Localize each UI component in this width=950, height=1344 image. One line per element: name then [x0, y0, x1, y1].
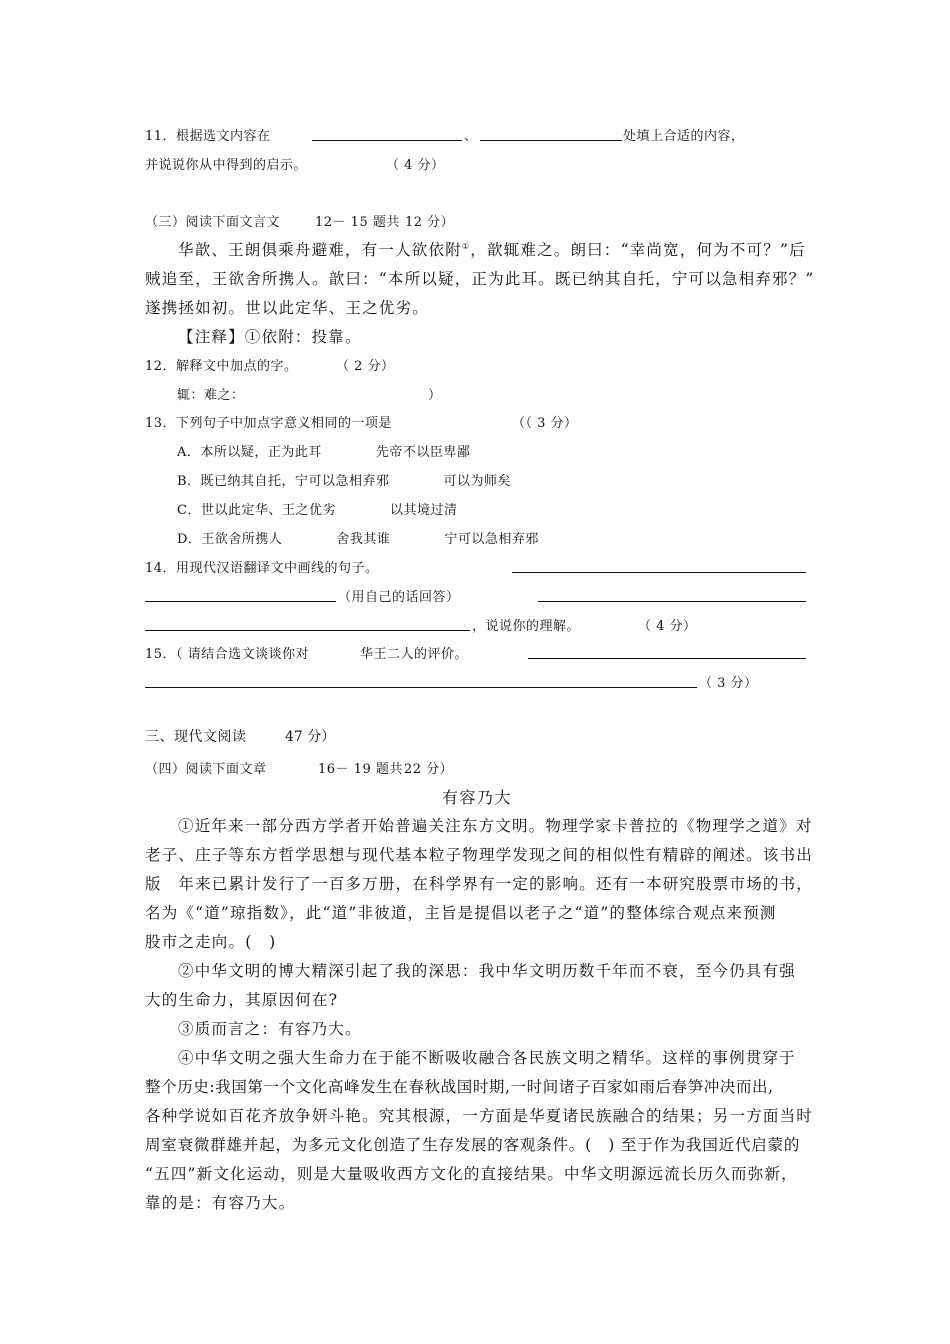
q11-score: （ 4 分） — [386, 158, 445, 173]
section3-range: 12－ 15 题共 — [315, 215, 400, 230]
section-modern-score: 47 分） — [285, 729, 336, 745]
q15-blank-1[interactable] — [528, 658, 806, 659]
article-p4-line-3: 各种学说如百花齐放争妍斗艳。究其根源，一方面是华夏诸民族融合的结果；另一方面当时 — [145, 1107, 814, 1125]
passage-line-2: 贼追至，王欲舍所携人。歆曰：“本所以疑，正为此耳。既已纳其自托，宁可以急相弃邪？” — [145, 270, 815, 288]
q13-option-c[interactable]: C．世以此定华、王之优劣 以其境过清 — [177, 503, 458, 518]
article-p1-line-1: ①近年来一部分西方学者开始普遍关注东方文明。物理学家卡普拉的《物理学之道》对 — [178, 817, 813, 835]
article-p2-line-2: 大的生命力，其原因何在? — [145, 991, 339, 1009]
passage-line-1: 华歆、王朗俱乘舟避难，有一人欲依附①，歆辄难之。朗曰：“幸尚宽，何为不可？”后 — [178, 241, 806, 259]
q12-text: 12．解释文中加点的字。 — [145, 359, 298, 374]
article-p1-line-5: 股市之走向。( ) — [145, 933, 277, 951]
q11-blank-1[interactable] — [312, 140, 462, 141]
q11-text-c: 并说说你从中得到的启示。 — [145, 158, 308, 173]
q11-text-b: 处填上合适的内容， — [623, 129, 745, 144]
section3-score: 12 分） — [405, 215, 455, 230]
q13-score: （（ 3 分） — [512, 416, 578, 431]
article-p4-line-1: ④中华文明之强大生命力在于能不断吸收融合各民族文明之精华。这样的事例贯穿于 — [178, 1049, 796, 1067]
q14-blank-3[interactable] — [538, 601, 806, 602]
q12-item: 辄：难之： — [177, 388, 245, 403]
article-p2-line-1: ②中华文明的博大精深引起了我的深思：我中华文明历数千年而不衰，至今仍具有强 — [178, 962, 796, 980]
q14-score: （ 4 分） — [638, 619, 697, 634]
q14-blank-1[interactable] — [512, 572, 806, 573]
q14-blank-4[interactable] — [145, 630, 470, 631]
article-p1-line-3: 版 年来已累计发行了一百多万册，在科学界有一定的影响。还有一本研究股票市场的书， — [145, 875, 814, 893]
q15-text-b: 华王二人的评价。 — [360, 647, 469, 662]
q12-close: ） — [428, 388, 442, 403]
article-p1-line-2: 老子、庄子等东方哲学思想与现代基本粒子物理学发现之间的相似性有精辟的阐述。该书出 — [145, 846, 814, 864]
article-p4-line-2: 整个历史:我国第一个文化高峰发生在春秋战国时期,一时间诸子百家如雨后春笋冲决而出, — [145, 1078, 774, 1096]
article-p1-line-4: 名为《“道”琼指数》，此“道”非彼道，主旨是提倡以老子之“道”的整体综合观点来预测 — [145, 904, 777, 922]
q15-blank-2[interactable] — [145, 687, 697, 688]
q14-line-2: （用自己的话回答） — [338, 590, 460, 605]
article-p4-line-6: 靠的是：有容乃大。 — [145, 1194, 296, 1212]
q12-score: （ 2 分） — [336, 359, 395, 374]
q13-option-a[interactable]: A．本所以疑，正为此耳 先帝不以臣卑鄙 — [177, 445, 471, 460]
q15-score: （ 3 分） — [699, 676, 758, 691]
q15-text: 15．（ 请结合选文谈谈你对 — [145, 647, 310, 662]
q11-separator: 、 — [464, 129, 478, 144]
q13-text: 13．下列句子中加点字意义相同的一项是 — [145, 416, 393, 431]
section4-label: （四）阅读下面文章 — [145, 762, 267, 777]
section-modern-label: 三、现代文阅读 — [145, 729, 247, 745]
q13-option-d[interactable]: D．王欲舍所携人 舍我其谁 宁可以急相弃邪 — [177, 532, 539, 547]
q11-text: 11．根据选文内容在 — [145, 129, 271, 144]
article-p4-line-4: 周室衰微群雄并起，为多元文化创造了生存发展的客观条件。( ) 至于作为我国近代启蒙的 — [145, 1136, 801, 1154]
article-p3: ③质而言之：有容乃大。 — [178, 1020, 362, 1038]
section4-score: 22 分） — [404, 762, 454, 777]
q11-blank-2[interactable] — [480, 140, 622, 141]
article-title: 有容乃大 — [442, 788, 513, 807]
q13-option-b[interactable]: B．既已纳其自托，宁可以急相弃邪 可以为师矣 — [177, 474, 512, 489]
q14-line-3: ，说说你的理解。 — [472, 619, 581, 634]
note-mark: ① — [461, 241, 471, 251]
section3-label: （三）阅读下面文言文 — [145, 215, 281, 230]
passage-note: 【注释】①依附：投靠。 — [178, 328, 362, 346]
q14-blank-2[interactable] — [145, 601, 336, 602]
article-p4-line-5: “五四”新文化运动，则是大量吸收西方文化的直接结果。中华文明源远流长历久而弥新， — [145, 1165, 798, 1183]
q14-text: 14．用现代汉语翻译文中画线的句子。 — [145, 561, 379, 576]
passage-line-3: 遂携拯如初。世以此定华、王之优劣。 — [145, 299, 429, 317]
section4-range: 16－ 19 题共 — [318, 762, 403, 777]
